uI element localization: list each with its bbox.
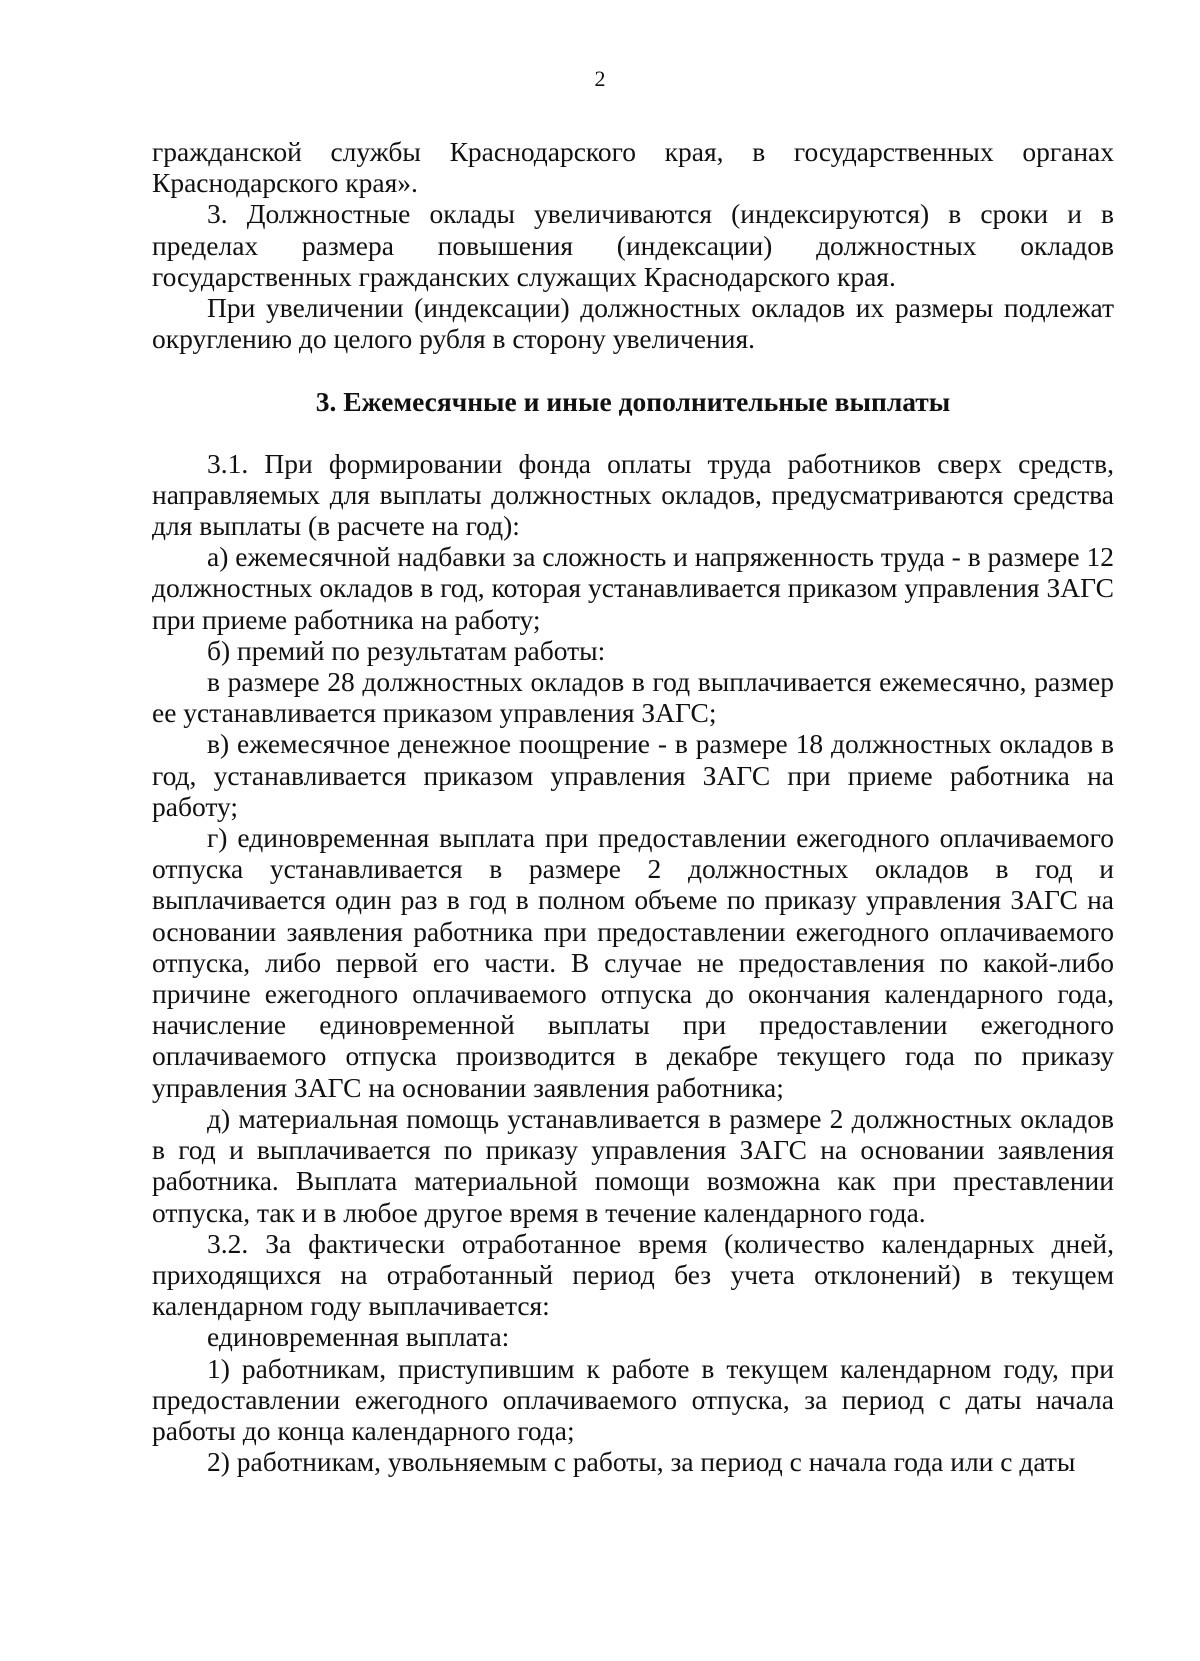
paragraph: а) ежемесячной надбавки за сложность и напряженность труда - в размере 12 должностных окладов в год, которая устанавливается приказом управления ЗАГС при приеме работника на работу; [152, 541, 1114, 635]
page-number: 2 [594, 66, 606, 91]
document-body [152, 136, 1114, 1477]
paragraph: 3.2. За фактически отработанное время (количество календарных дней, приходящихся на отработанный период без учета отклонений) в текущем календарном году выплачивается: [152, 1227, 1114, 1322]
section-heading: 3. Ежемесячные и иные дополнительные выплаты [315, 386, 951, 418]
paragraph: д) материальная помощь устанавливается в размере 2 должностных окладов в год и выплачивается по приказу управления ЗАГС на основании заявления работника. Выплата материальной помощи возможна как при преставлении отпуска, так и в любое другое время в течение календарного года. [152, 1102, 1114, 1228]
paragraph: б) премий по результатам работы: [207, 634, 606, 666]
paragraph: 2) работникам, увольняемым с работы, за период с начала года или с даты [207, 1446, 1076, 1478]
paragraph: При увеличении (индексации) должностных окладов их размеры подлежат округлению до целого рубля в сторону увеличения. [152, 292, 1114, 355]
paragraph: в) ежемесячное денежное поощрение - в размере 18 должностных окладов в год, устанавливается приказом управления ЗАГС при приеме работника на работу; [152, 728, 1114, 822]
paragraph: 1) работникам, приступившим к работе в текущем календарном году, при предоставлении ежегодного оплачиваемого отпуска, за период с даты начала работы до конца календарного года; [152, 1352, 1114, 1446]
paragraph: единовременная выплата: [207, 1321, 510, 1353]
paragraph: 3. Должностные оклады увеличиваются (индексируются) в сроки и в пределах размера повышения (индексации) должностных окладов государственных гражданских служащих Краснодарского края. [152, 198, 1114, 292]
paragraph: г) единовременная выплата при предоставлении ежегодного оплачиваемого отпуска устанавливается в размере 2 должностных окладов в год и выплачивается один раз в год в полном объеме по приказу управления ЗАГС на основании заявления работника при предоставлении ежегодного оплачиваемого отпуска, либо первой его части. В случае не предоставления по какой-либо причине ежегодного оплачиваемого отпуска до окончания календарного года, начисление единовременной выплаты при предоставлении ежегодного оплачиваемого отпуска производится в декабре текущего года по приказу управления ЗАГС на основании заявления работника; [152, 822, 1114, 1103]
paragraph: 3.1. При формировании фонда оплаты труда работников сверх средств, направляемых для выплаты должностных окладов, предусматриваются средства для выплаты (в расчете на год): [152, 447, 1114, 542]
paragraph: в размере 28 должностных окладов в год выплачивается ежемесячно, размер ее устанавливается приказом управления ЗАГС; [152, 666, 1114, 729]
paragraph: гражданской службы Краснодарского края, в государственных органах Краснодарского края». [152, 136, 1114, 199]
